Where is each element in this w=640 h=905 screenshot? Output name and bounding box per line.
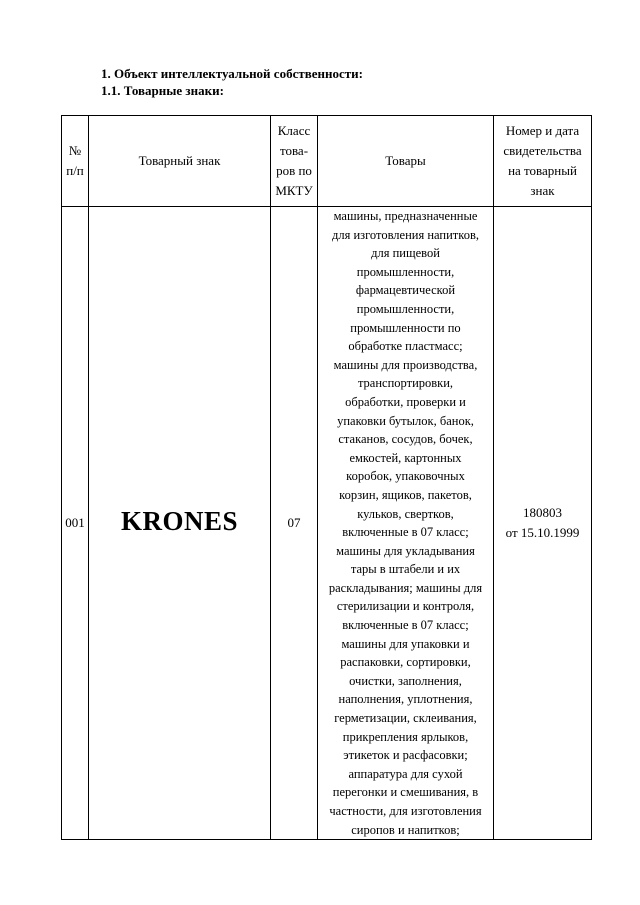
goods-line: распаковки, сортировки,	[340, 655, 471, 670]
goods-line: корзин, ящиков, пакетов,	[339, 487, 472, 502]
goods-line: коробок, упаковочных	[346, 469, 465, 484]
header-number: № п/п	[62, 116, 89, 207]
goods-line: этикеток и расфасовки;	[343, 748, 468, 763]
goods-line: для пищевой	[371, 246, 440, 261]
goods-line: частности, для изготовления	[329, 804, 482, 818]
goods-line: машины, предназначенные	[333, 209, 478, 223]
header-class: Класс това- ров по МКТУ	[271, 116, 318, 207]
goods-line: включенные в 07 класс;	[342, 525, 469, 540]
goods-line: емкостей, картонных	[349, 450, 462, 465]
trademarks-table	[61, 115, 592, 840]
table-header-row	[62, 116, 592, 207]
goods-line: перегонки и смешивания, в	[332, 785, 479, 800]
goods-line: тары в штабели и их	[350, 562, 461, 577]
row-number: 001	[62, 207, 89, 840]
table-row	[62, 207, 592, 840]
registration-number: 180803	[523, 505, 562, 521]
goods-line: обработки, проверки и	[345, 394, 466, 409]
goods-line: машины для упаковки и	[341, 636, 470, 651]
header-trademark: Товарный знак	[89, 116, 271, 207]
goods-line: промышленности,	[356, 301, 455, 316]
goods-line: для изготовления напитков,	[332, 227, 479, 242]
goods-line: включенные в 07 класс;	[342, 618, 469, 633]
goods-line: промышленности,	[356, 264, 455, 279]
goods-line: обработке пластмасс;	[348, 339, 463, 354]
goods-line: упаковки бутылок, банок,	[337, 413, 474, 428]
header-goods: Товары	[318, 116, 494, 207]
goods-line: транспортировки,	[357, 376, 454, 391]
section-heading: 1. Объект интеллектуальной собственности:	[101, 66, 363, 81]
goods-line: герметизации, склеивания,	[334, 711, 477, 726]
goods-line: фармацевтической	[355, 283, 456, 298]
goods-line: машины для укладывания	[336, 543, 475, 558]
goods-line: машины для производства,	[333, 357, 478, 372]
goods-line: промышленности по	[350, 320, 461, 335]
goods-line: стаканов, сосудов, бочек,	[338, 432, 473, 447]
header-registration: Номер и дата свидетельства на товарный знак	[494, 116, 592, 207]
goods-line: очистки, заполнения,	[349, 673, 462, 688]
registration-cell	[494, 207, 592, 840]
goods-line: наполнения, уплотнения,	[338, 692, 473, 707]
goods-line: стерилизации и контроля,	[336, 599, 475, 614]
trademark-wordmark: KRONES	[120, 505, 239, 536]
goods-line: прикрепления ярлыков,	[342, 729, 469, 744]
goods-line: аппаратура для сухой	[348, 766, 463, 781]
goods-line: сиропов и напитков;	[351, 822, 460, 837]
subsection-heading: 1.1. Товарные знаки:	[101, 83, 224, 98]
goods-line: кульков, свертков,	[357, 506, 454, 521]
goods-line: раскладывания; машины для	[328, 580, 483, 595]
class-cell: 07	[271, 207, 318, 840]
trademark-cell	[89, 207, 271, 840]
goods-cell	[318, 207, 494, 840]
registration-date: от 15.10.1999	[505, 525, 580, 541]
